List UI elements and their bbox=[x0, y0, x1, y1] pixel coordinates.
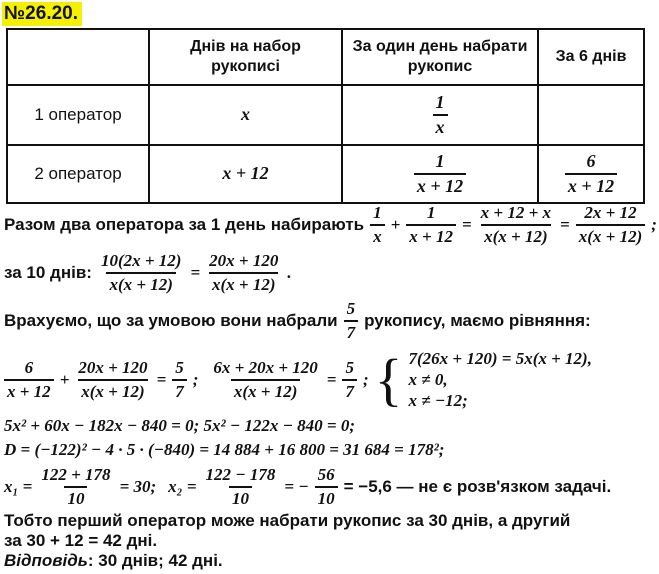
together-line bbox=[4, 204, 657, 246]
eq-frac-d: $\frac{6x + 20x + 120}{x(x + 12)}$ bbox=[213, 357, 318, 401]
semicolon: ; bbox=[362, 369, 369, 389]
roots-line bbox=[4, 466, 611, 508]
table-header-days: Днів на набор рукописі bbox=[149, 29, 342, 85]
operator-2-days: x + 12 bbox=[149, 145, 342, 203]
eq-frac-a: $\frac{6}{x + 12}$ bbox=[4, 359, 54, 401]
together-frac-2: $\frac{1}{x + 12}$ bbox=[406, 204, 456, 246]
period: . bbox=[287, 262, 292, 282]
equals-sign: = bbox=[190, 262, 201, 282]
root-2-minus: = − bbox=[284, 476, 309, 496]
operator-2-label: 2 оператор bbox=[7, 145, 149, 203]
plus-sign: + bbox=[390, 214, 401, 234]
operator-1-per-day: $\frac{1}{x}$ bbox=[342, 85, 538, 145]
together-frac-1: $\frac{1}{x}$ bbox=[370, 204, 385, 246]
eq-frac-c: $\frac{5}{7}$ bbox=[172, 359, 187, 401]
equation-line bbox=[4, 348, 592, 411]
table-header-six-days: За 6 днів bbox=[538, 29, 644, 85]
root-2-label: x₂ = bbox=[168, 476, 197, 496]
system-line-1: 7(26x + 120) = 5x(x + 12), bbox=[408, 349, 592, 368]
operator-2-six-days: $\frac{6}{x + 12}$ bbox=[538, 145, 644, 203]
answer-text: : 30 днів; 42 дні. bbox=[87, 551, 223, 570]
ten-days-line bbox=[4, 252, 292, 294]
equation-system bbox=[409, 348, 592, 411]
condition-text-1: Врахуємо, що за умовою вони набрали bbox=[4, 310, 338, 330]
root-1-value: = 30; bbox=[119, 476, 157, 496]
operator-1-days: x bbox=[149, 85, 342, 145]
table-header-row bbox=[7, 29, 644, 85]
semicolon: ; bbox=[651, 214, 657, 234]
quadratic-line: 5x² + 60x − 182x − 840 = 0; 5x² − 122x − 840 = 0; bbox=[4, 416, 356, 435]
system-line-3: x ≠ −12; bbox=[408, 391, 468, 410]
root-2-simplified: $\frac{56}{10}$ bbox=[315, 466, 338, 508]
condition-line bbox=[4, 300, 591, 342]
table-row-operator-2 bbox=[7, 145, 644, 203]
semicolon: ; bbox=[192, 369, 199, 389]
equals-sign: = bbox=[326, 369, 337, 389]
system-line-2: x ≠ 0, bbox=[408, 370, 448, 389]
equals-sign: = bbox=[156, 369, 167, 389]
table-header-empty bbox=[7, 29, 149, 85]
data-table bbox=[6, 28, 645, 204]
table-row-operator-1 bbox=[7, 85, 644, 145]
together-frac-4: $\frac{2x + 12}{x(x + 12)}$ bbox=[576, 204, 646, 246]
task-number-label: №26.20. bbox=[2, 2, 82, 26]
equals-sign: = bbox=[560, 214, 570, 234]
ten-days-frac-2: $\frac{20x + 120}{x(x + 12)}$ bbox=[209, 251, 279, 294]
discriminant-line: D = (−122)² − 4 · 5 · (−840) = 14 884 + 16 800 = 31 684 = 178²; bbox=[4, 440, 445, 459]
operator-2-per-day: $\frac{1}{x + 12}$ bbox=[342, 145, 538, 203]
plus-sign: + bbox=[59, 369, 70, 389]
answer-line bbox=[4, 551, 223, 571]
operator-1-label: 1 оператор bbox=[7, 85, 149, 145]
operator-1-six-days bbox=[538, 85, 644, 145]
ten-days-text: за 10 днів: bbox=[4, 262, 92, 282]
root-2-value: = −5,6 — не є розв'язком задачі. bbox=[343, 476, 612, 496]
together-text: Разом два оператора за 1 день набирають bbox=[4, 214, 365, 234]
equals-sign: = bbox=[461, 214, 472, 234]
eq-frac-b: $\frac{20x + 120}{x(x + 12)}$ bbox=[78, 357, 148, 401]
conclusion-line-1: Тобто перший оператор може набрати рукопис за 30 днів, а другий bbox=[4, 511, 571, 530]
condition-frac: $\frac{5}{7}$ bbox=[344, 300, 359, 342]
eq-frac-e: $\frac{5}{7}$ bbox=[342, 359, 357, 401]
conclusion-line-2: за 30 + 12 = 42 дні. bbox=[4, 531, 158, 550]
root-1-frac: $\frac{122 + 178}{10}$ bbox=[41, 465, 111, 508]
root-2-frac: $\frac{122 - 178}{10}$ bbox=[205, 465, 276, 508]
table-header-per-day: За один день набрати рукопис bbox=[342, 29, 538, 85]
condition-text-2: рукопису, маємо рівняння: bbox=[364, 310, 591, 330]
ten-days-frac-1: $\frac{10(2x + 12)}{x(x + 12)}$ bbox=[100, 251, 182, 294]
together-frac-3: $\frac{x + 12 + x}{x(x + 12)}$ bbox=[480, 203, 552, 246]
root-1-label: x₁ = bbox=[4, 476, 33, 496]
system-brace: { bbox=[374, 346, 403, 412]
answer-label: Відповідь bbox=[4, 551, 88, 570]
